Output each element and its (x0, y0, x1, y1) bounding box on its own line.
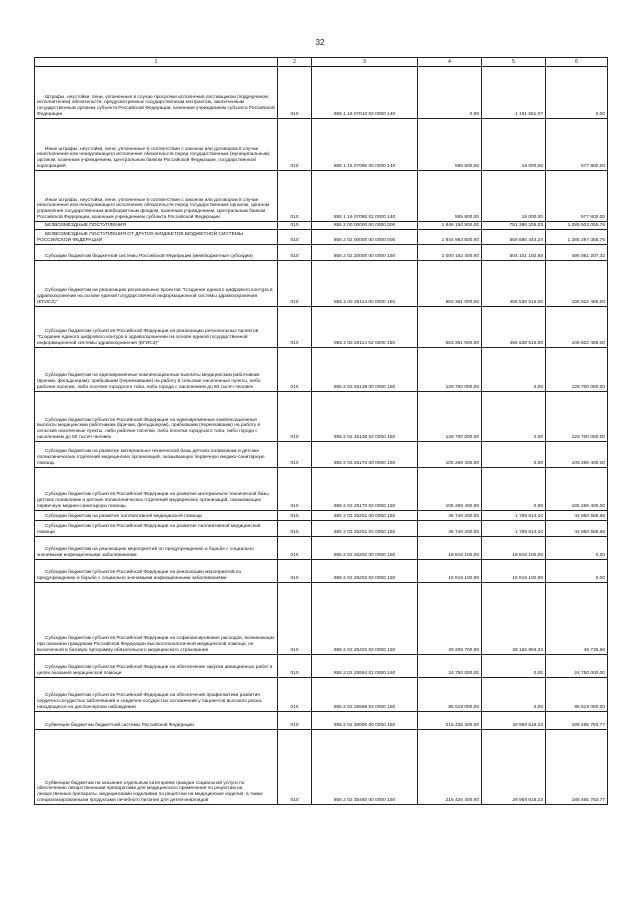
row-kbk: 855 2 02 25114 02 0000 150 (312, 307, 418, 348)
row-remaining: 44 950 585,66 (546, 511, 608, 521)
row-kbk: 855 2 02 25554 02 0000 150 (312, 655, 418, 678)
row-remaining: 49 736,66 (546, 583, 608, 655)
row-remaining: 0,00 (546, 67, 608, 119)
table-row (35, 442, 608, 468)
row-remaining: 0,00 (546, 537, 608, 560)
row-name: Субвенции бюджетам бюджетной системы Российской Федерации (35, 712, 278, 730)
row-code: 010 (278, 245, 312, 261)
row-kbk: 855 2 02 25170 00 0000 150 (312, 442, 418, 468)
table-row (35, 171, 608, 222)
row-remaining: 0,00 (546, 560, 608, 583)
row-code: 010 (278, 442, 312, 468)
row-kbk: 855 2 02 20000 00 0000 150 (312, 245, 418, 261)
row-code: 010 (278, 511, 312, 521)
row-kbk: 855 2 02 25201 02 0000 150 (312, 521, 418, 537)
row-remaining: 24 750 000,00 (546, 655, 608, 678)
row-kbk: 855 1 16 07010 02 0000 140 (312, 67, 418, 119)
row-code: 010 (278, 730, 312, 805)
budget-table (34, 57, 608, 805)
row-approved: 29 206 700,00 (418, 583, 482, 655)
row-remaining: 496 061 207,32 (546, 245, 608, 261)
row-approved: 0,00 (418, 67, 482, 119)
row-executed: 16 616 100,00 (482, 537, 546, 560)
table-row (35, 583, 608, 655)
row-code: 010 (278, 560, 312, 583)
table-row (35, 468, 608, 511)
row-approved: 105 269 400,00 (418, 442, 482, 468)
row-remaining: 44 950 585,66 (546, 521, 608, 537)
row-executed: 0,00 (482, 468, 546, 511)
row-executed: 16 616 100,00 (482, 560, 546, 583)
row-name: Субсидии бюджетам на развитие материально-технической базы детских поликлиник и детских поликлинических отделений медицинских организаций, оказывающих первичную медико-санитарную помощь (35, 442, 278, 468)
row-executed: 0,00 (482, 392, 546, 442)
table-row (35, 678, 608, 712)
row-name: Иные штрафы, неустойки, пени, уплаченные в соответствии с законом или договором в случае неисполнения или ненадлежащего исполнения обязательств перед государственным (муниципальным) органом, казенным учреждением, Центральным банком Российской Федерации, государственной корпорацией (35, 119, 278, 171)
row-kbk: 855 2 02 30000 00 0000 150 (312, 712, 418, 730)
row-remaining: 185 465 783,77 (546, 712, 608, 730)
row-remaining: 106 822 485,00 (546, 261, 608, 307)
column-header: 3 (312, 58, 418, 67)
row-name: Субвенции бюджетам на оказание отдельным категориям граждан социальной услуги по обеспечению лекарственными препаратами для медицинского применения по рецептам на лекарственные препараты, медицинскими изделиями по рецептам на медицинские изделия, а также специализированными продуктами лечебного питания для детей-инвалидов (35, 730, 278, 805)
row-kbk: 855 2 02 25202 00 0000 150 (312, 537, 418, 560)
row-name: Субсидии бюджетам на единовременные компенсационные выплаты медицинским работникам (врачам, фельдшерам), прибывшим (переехавшим) на работу в сельские населенные пункты, либо рабочие поселки, либо поселки городского типа, либо города с населением до 50 тысяч человек (35, 348, 278, 392)
row-code: 010 (278, 537, 312, 560)
row-kbk: 855 2 02 25170 02 0000 150 (312, 468, 418, 511)
row-code: 010 (278, 678, 312, 712)
row-approved: 128 700 000,00 (418, 392, 482, 442)
row-remaining: 185 465 783,77 (546, 730, 608, 805)
column-header: 6 (546, 58, 608, 67)
row-name: Штрафы, неустойки, пени, уплаченные в случае просрочки исполнения поставщиком (подрядчиком, исполнителем) обязательств, предусмотренных государственным контрактом, заключенным государственным органом субъекта Российской Федерации, казенным учреждением субъекта Российской Федерации (35, 67, 278, 119)
row-approved: 215 425 400,00 (418, 730, 482, 805)
row-approved: 16 616 100,00 (418, 560, 482, 583)
row-kbk: 855 2 02 25138 00 0000 150 (312, 348, 418, 392)
row-name: Субсидии бюджетам на реализацию мероприятий по предупреждению и борьбе с социально значимыми инфекционными заболеваниями (35, 537, 278, 560)
row-executed: 18 000,00 (482, 119, 546, 171)
row-remaining: 1 285 502 055,76 (546, 222, 608, 230)
row-name: Субсидии бюджетам субъектов Российской Федерации на единовременные компенсационные выплаты медицинским работникам (врачам, фельдшерам), прибывшим (переехавшим) на работу в сельские населенные пункты, либо рабочие поселки, либо поселки городского типа, либо города с населением до 50 тысяч человек (35, 392, 278, 442)
row-kbk: 855 2 02 35460 00 0000 150 (312, 730, 418, 805)
table-row (35, 119, 608, 171)
table-row (35, 222, 608, 230)
row-executed: 29 959 616,23 (482, 730, 546, 805)
row-code: 010 (278, 348, 312, 392)
row-name: Иные штрафы, неустойки, пени, уплаченные в соответствии с законом или договором в случае неисполнения или ненадлежащего исполнения обязательств перед государственным органом, органом управления государственным внебюджетным фондом, казенным учреждением, Центральным банком Российской Федерации, казенным учреждением субъекта Российской Федерации (35, 171, 278, 222)
table-row (35, 560, 608, 583)
row-executed: 1 789 614,34 (482, 511, 546, 521)
table-header-row (35, 58, 608, 67)
table-row (35, 537, 608, 560)
row-name: Субсидии бюджетам бюджетной системы Российской Федерации (межбюджетные субсидии) (35, 245, 278, 261)
row-approved: 563 361 000,00 (418, 307, 482, 348)
row-remaining: 105 269 400,00 (546, 468, 608, 511)
table-row (35, 261, 608, 307)
row-executed: 18 000,00 (482, 171, 546, 222)
row-remaining: 128 700 000,00 (546, 348, 608, 392)
row-kbk: 855 1 16 07090 00 0000 140 (312, 119, 418, 171)
row-remaining: 577 800,00 (546, 171, 608, 222)
row-kbk: 855 2 02 25201 00 0000 150 (312, 511, 418, 521)
table-row (35, 67, 608, 119)
row-executed: 0,00 (482, 348, 546, 392)
row-code: 010 (278, 67, 312, 119)
row-executed: 1 789 614,34 (482, 521, 546, 537)
row-approved: 1 846 150 500,00 (418, 222, 482, 230)
row-approved: 105 269 400,00 (418, 468, 482, 511)
row-name: БЕЗВОЗМЕЗДНЫЕ ПОСТУПЛЕНИЯ ОТ ДРУГИХ БЮДЖЕТОВ БЮДЖЕТНОЙ СИСТЕМЫ РОССИЙСКОЙ ФЕДЕРАЦИИ (35, 230, 278, 245)
row-approved: 46 740 200,00 (418, 511, 482, 521)
column-header: 2 (278, 58, 312, 67)
row-kbk: 855 2 02 25114 00 0000 150 (312, 261, 418, 307)
row-approved: 1 000 162 400,00 (418, 245, 482, 261)
row-name: Субсидии бюджетам субъектов Российской Федерации на софинансирование расходов, возникающих при оказании гражданам Российской Федерации высокотехнологичной медицинской помощи, не включенной в базовую программу обязательного медицинского страхования (35, 583, 278, 655)
row-approved: 128 700 000,00 (418, 348, 482, 392)
row-name: БЕЗВОЗМЕЗДНЫЕ ПОСТУПЛЕНИЯ (35, 222, 278, 230)
table-row (35, 230, 608, 245)
row-kbk: 855 2 02 25138 02 0000 150 (312, 392, 418, 442)
row-code: 010 (278, 222, 312, 230)
row-approved: 85 519 000,00 (418, 678, 482, 712)
table-row (35, 521, 608, 537)
row-approved: 24 750 000,00 (418, 655, 482, 678)
row-executed: 559 686 444,24 (482, 230, 546, 245)
column-header: 5 (482, 58, 546, 67)
table-row (35, 392, 608, 442)
row-executed: 456 538 515,00 (482, 307, 546, 348)
row-code: 010 (278, 230, 312, 245)
row-remaining: 128 700 000,00 (546, 392, 608, 442)
row-code: 010 (278, 307, 312, 348)
row-remaining: 577 800,00 (546, 119, 608, 171)
row-executed: 1 191 561,07 (482, 67, 546, 119)
row-code: 010 (278, 655, 312, 678)
table-body (35, 67, 608, 805)
row-executed: 0,00 (482, 678, 546, 712)
row-code: 010 (278, 468, 312, 511)
row-approved: 563 361 000,00 (418, 261, 482, 307)
row-kbk: 855 2 02 00000 00 0000 000 (312, 230, 418, 245)
row-code: 010 (278, 392, 312, 442)
row-executed: 504 101 192,68 (482, 245, 546, 261)
page-number: 32 (315, 38, 325, 47)
row-approved: 46 740 200,00 (418, 521, 482, 537)
row-approved: 595 800,00 (418, 119, 482, 171)
table-row (35, 712, 608, 730)
row-remaining: 85 519 000,00 (546, 678, 608, 712)
row-remaining: 1 285 297 355,76 (546, 230, 608, 245)
row-code: 010 (278, 583, 312, 655)
row-executed: 29 959 616,23 (482, 712, 546, 730)
row-name: Субсидии бюджетам субъектов Российской Федерации на развитие материально-технической базы детских поликлиник и детских поликлинических отделений медицинских организаций, оказывающих первичную медико-санитарную помощь (35, 468, 278, 511)
column-header: 1 (35, 58, 278, 67)
row-kbk: 855 2 02 25402 02 0000 150 (312, 583, 418, 655)
row-approved: 1 844 983 600,00 (418, 230, 482, 245)
row-kbk: 855 2 00 00000 00 0000 000 (312, 222, 418, 230)
row-kbk: 855 1 16 07090 02 0000 140 (312, 171, 418, 222)
row-name: Субсидии бюджетам субъектов Российской Федерации на развитие паллиативной медицинской помощи (35, 521, 278, 537)
row-code: 010 (278, 261, 312, 307)
row-name: Субсидии бюджетам субъектов Российской Федерации на реализацию мероприятий по предупреждению и борьбе с социально значимыми инфекционными заболеваниями (35, 560, 278, 583)
row-kbk: 855 2 02 25202 02 0000 150 (312, 560, 418, 583)
row-code: 010 (278, 712, 312, 730)
table-row (35, 730, 608, 805)
row-code: 010 (278, 119, 312, 171)
row-code: 010 (278, 521, 312, 537)
row-name: Субсидии бюджетам субъектов Российской Федерации на обеспечение профилактики развития сердечно-сосудистых заболеваний и сердечно-сосудистых осложнений у пациентов высокого риска, находящихся на диспансерном наблюдении (35, 678, 278, 712)
row-remaining: 106 822 485,00 (546, 307, 608, 348)
row-executed: 751 386 226,03 (482, 222, 546, 230)
row-code: 010 (278, 171, 312, 222)
table-row (35, 511, 608, 521)
row-executed: 456 538 515,00 (482, 261, 546, 307)
row-approved: 16 616 100,00 (418, 537, 482, 560)
row-name: Субсидии бюджетам субъектов Российской Федерации на реализацию региональных проектов "Создание единого цифрового контура в здравоохранении на основе единой государственной информационной системы здравоохранения (ЕГИСЗ)" (35, 307, 278, 348)
table-row (35, 245, 608, 261)
column-header: 4 (418, 58, 482, 67)
row-name: Субсидии бюджетам на реализацию региональных проектов "Создание единого цифрового контура в здравоохранении на основе единой государственной информационной системы здравоохранения (ЕГИСЗ)" (35, 261, 278, 307)
row-remaining: 105 269 400,00 (546, 442, 608, 468)
row-approved: 215 425 400,00 (418, 712, 482, 730)
row-kbk: 855 2 02 25586 02 0000 150 (312, 678, 418, 712)
row-approved: 595 800,00 (418, 171, 482, 222)
table-row (35, 307, 608, 348)
row-name: Субсидии бюджетам субъектов Российской Федерации на обеспечение закупки авиационных работ в целях оказания медицинской помощи (35, 655, 278, 678)
row-executed: 0,00 (482, 655, 546, 678)
row-executed: 0,00 (482, 442, 546, 468)
table-row (35, 655, 608, 678)
table-row (35, 348, 608, 392)
row-name: Субсидии бюджетам на развитие паллиативной медицинской помощи (35, 511, 278, 521)
row-executed: 29 156 963,34 (482, 583, 546, 655)
